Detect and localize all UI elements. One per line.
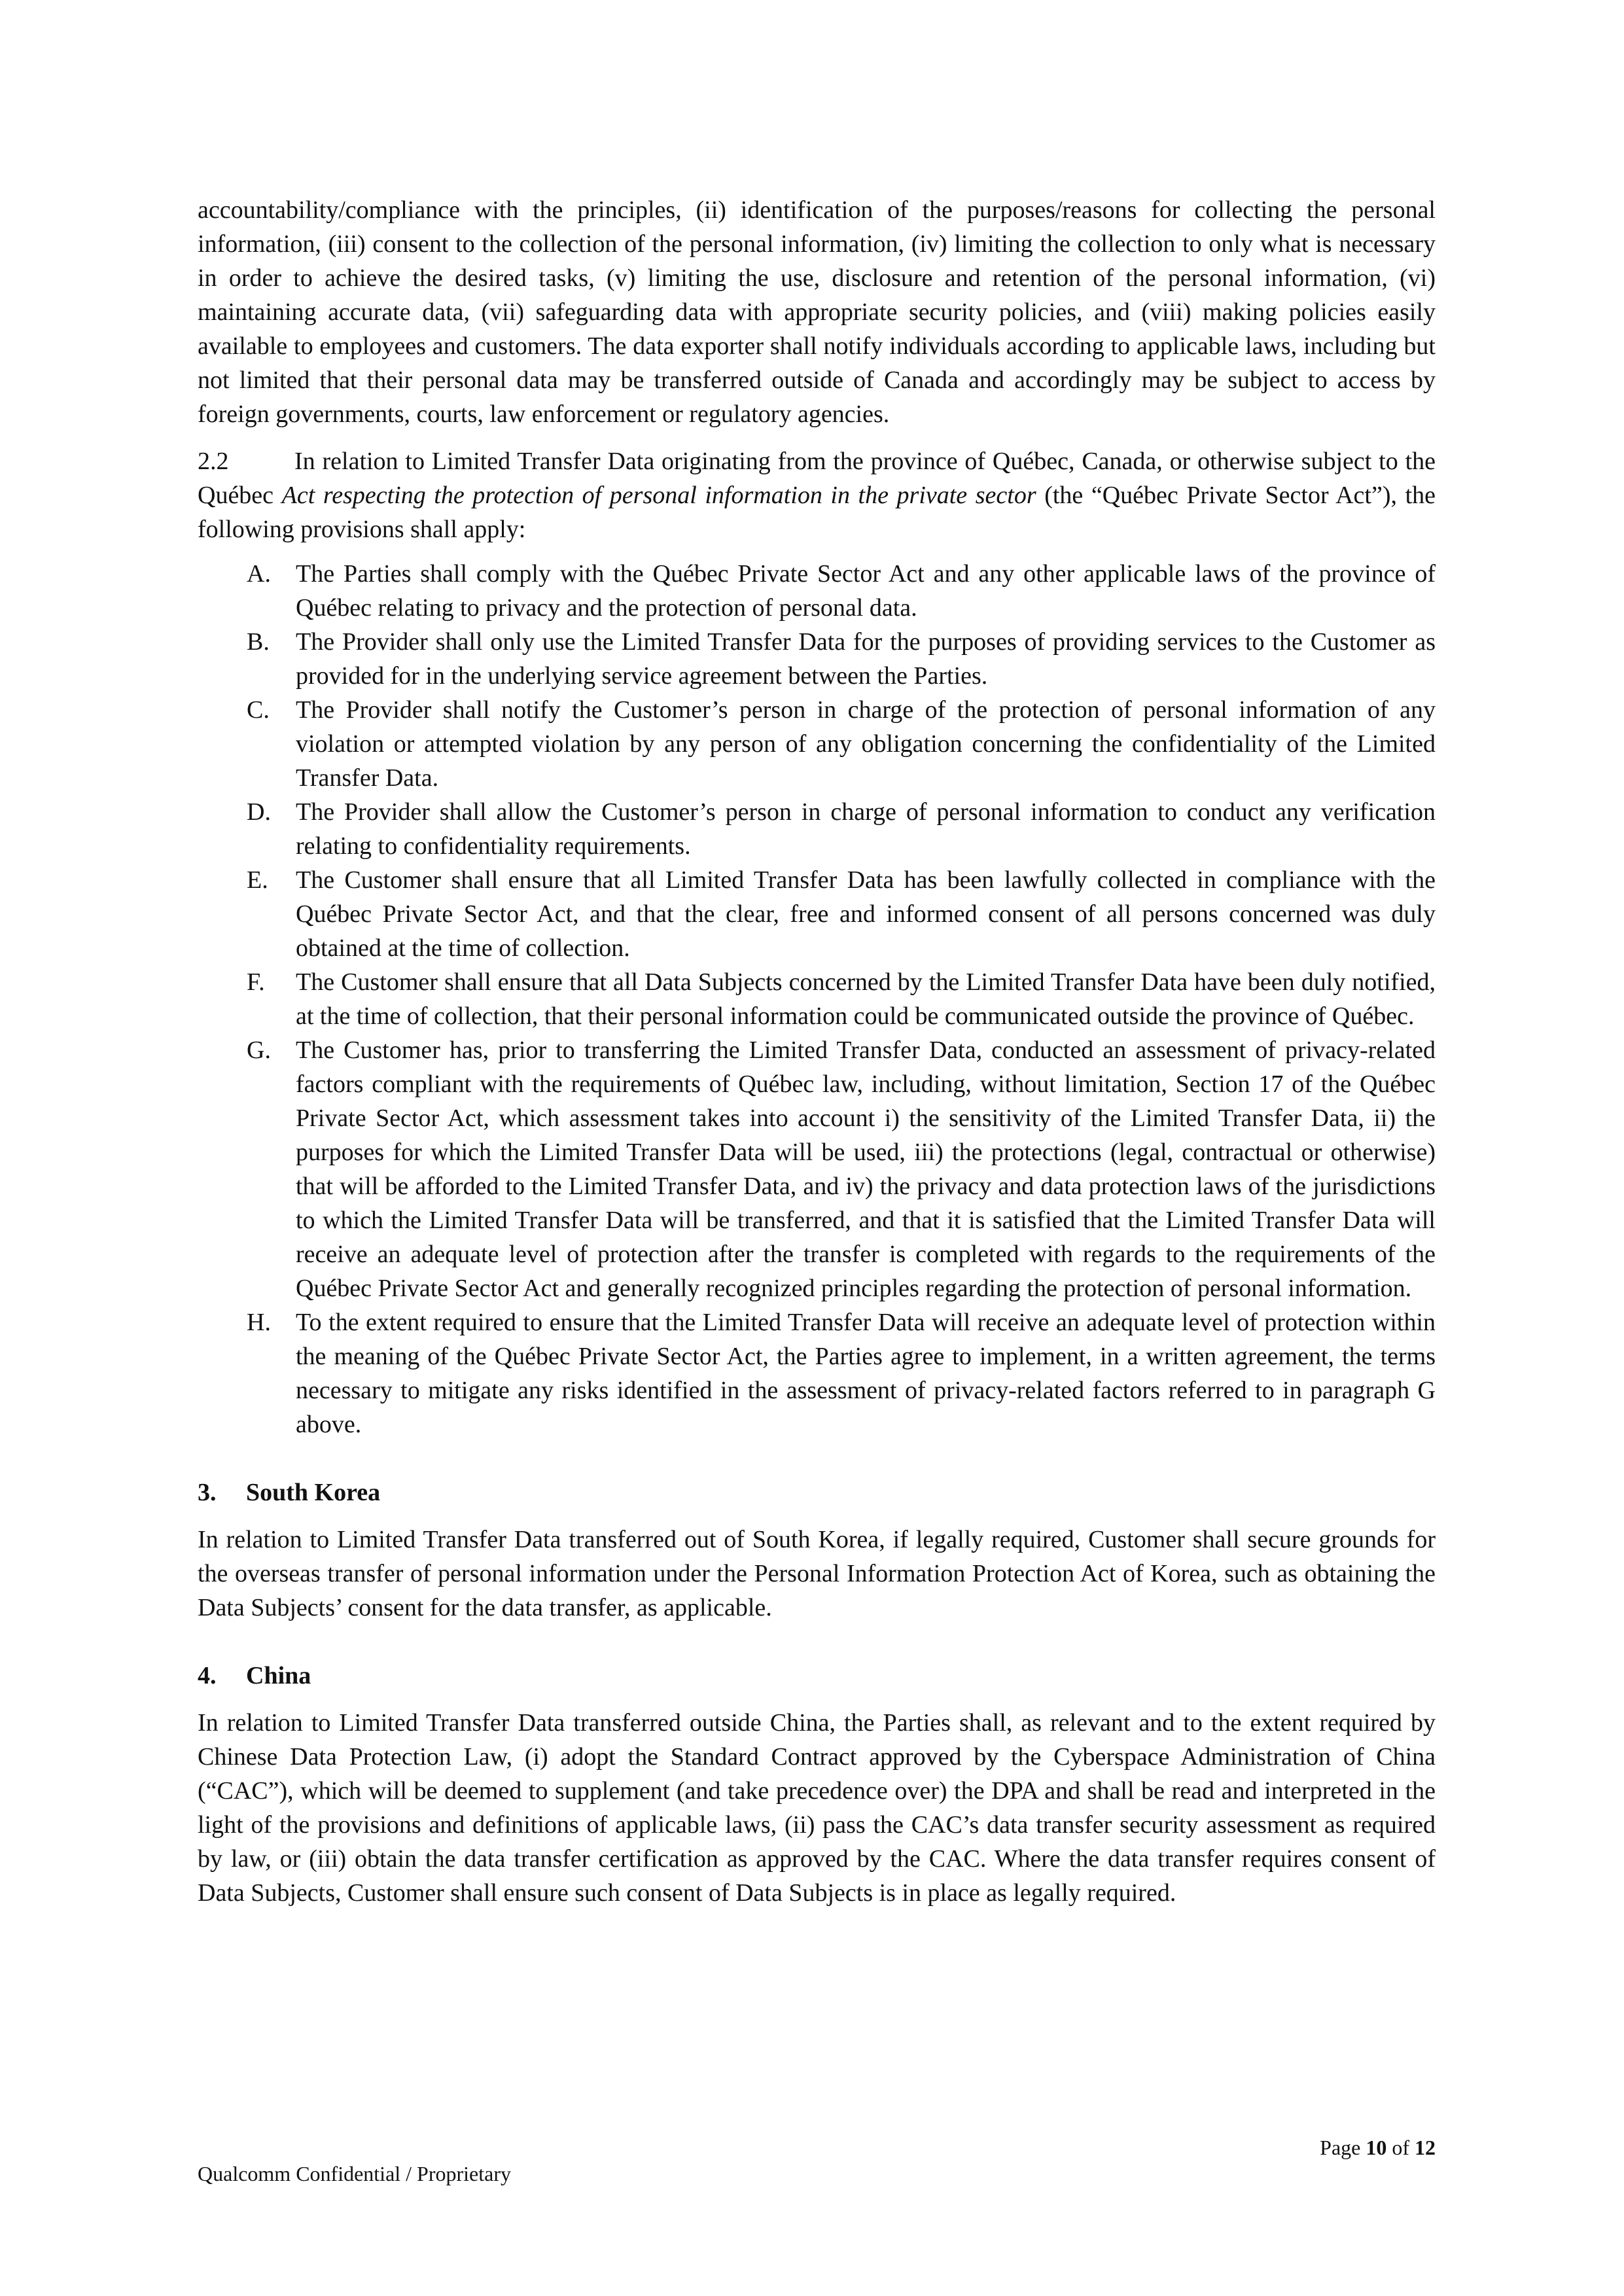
list-item-letter: F. bbox=[247, 968, 265, 996]
list-item bbox=[198, 965, 1436, 1033]
page-number-separator: of bbox=[1386, 2136, 1415, 2159]
list-item bbox=[198, 795, 1436, 863]
list-item bbox=[198, 863, 1436, 965]
section-2-2-paragraph bbox=[198, 444, 1436, 546]
list-item-text: The Customer shall ensure that all Data Subjects concerned by the Limited Transfer Data have been duly notified, at the time of collection, that their personal information could be communicated outside the province of Québec. bbox=[296, 968, 1436, 1030]
section-2-2-number: 2.2 bbox=[198, 448, 229, 475]
section-3-number: 3. bbox=[198, 1479, 217, 1506]
section-3-body: In relation to Limited Transfer Data transferred out of South Korea, if legally required, Customer shall secure grounds for the overseas transfer of personal information under the Personal Information Protection Act of Korea, such as obtaining the Data Subjects’ consent for the data transfer, as applicable. bbox=[198, 1526, 1436, 1621]
list-item-letter: A. bbox=[247, 560, 271, 588]
list-item-text: To the extent required to ensure that the Limited Transfer Data will receive an adequate level of protection within the meaning of the Québec Private Sector Act, the Parties agree to implement, in a written agreement, the terms necessary to mitigate any risks identified in the assessment of privacy-related factors referred to in paragraph G above. bbox=[296, 1309, 1436, 1438]
list-item-text: The Parties shall comply with the Québec Private Sector Act and any other applicable laws of the province of Québec relating to privacy and the protection of personal data. bbox=[296, 560, 1436, 622]
section-3-title: South Korea bbox=[246, 1479, 381, 1506]
quebec-provisions-list bbox=[198, 557, 1436, 1441]
list-item-text: The Provider shall notify the Customer’s person in charge of the protection of personal information of any violation or attempted violation by any person of any obligation concerning the confidentiality of the Limited Transfer Data. bbox=[296, 696, 1436, 792]
list-item bbox=[198, 625, 1436, 693]
section-3-heading bbox=[198, 1475, 1436, 1510]
page-number-total: 12 bbox=[1415, 2136, 1436, 2159]
section-2-2-text-before: In relation to Limited Transfer Data originating from the province of Québec, Canada, or otherwise subject to the Québec bbox=[198, 448, 1436, 509]
page-number-prefix: Page bbox=[1320, 2136, 1366, 2159]
list-item-text: The Customer shall ensure that all Limited Transfer Data has been lawfully collected in compliance with the Québec Private Sector Act, and that the clear, free and informed consent of all persons concerned was duly obtained at the time of collection. bbox=[296, 866, 1436, 962]
list-item bbox=[198, 1033, 1436, 1305]
page-content bbox=[198, 193, 1436, 1910]
page-number bbox=[1282, 2134, 1436, 2161]
continuation-paragraph: accountability/compliance with the principles, (ii) identification of the purposes/reasons for collecting the personal information, (iii) consent to the collection of the personal information, (iv) limiting the collection to only what is necessary in order to achieve the desired tasks, (v) limiting the use, disclosure and retention of the personal information, (vi) maintaining accurate data, (vii) safeguarding data with appropriate security policies, and (viii) making policies easily available to employees and customers. The data exporter shall notify individuals according to applicable laws, including but not limited that their personal data may be transferred outside of Canada and accordingly may be subject to access by foreign governments, courts, law enforcement or regulatory agencies. bbox=[198, 196, 1436, 428]
list-item-letter: D. bbox=[247, 798, 271, 826]
list-item bbox=[198, 557, 1436, 625]
list-item-letter: E. bbox=[247, 866, 268, 894]
page-number-current: 10 bbox=[1366, 2136, 1387, 2159]
list-item-text: The Customer has, prior to transferring the Limited Transfer Data, conducted an assessment of privacy-related factors compliant with the requirements of Québec law, including, without limitation, Section 17 of the Québec Private Sector Act, which assessment takes into account i) the sensitivity of the Limited Transfer Data, ii) the purposes for which the Limited Transfer Data will be used, iii) the protections (legal, contractual or otherwise) that will be afforded to the Limited Transfer Data, and iv) the privacy and data protection laws of the jurisdictions to which the Limited Transfer Data will be transferred, and that it is satisfied that the Limited Transfer Data will receive an adequate level of protection after the transfer is completed with regards to the requirements of the Québec Private Sector Act and generally recognized principles regarding the protection of personal information. bbox=[296, 1036, 1436, 1302]
list-item-letter: B. bbox=[247, 628, 270, 656]
section-4-number: 4. bbox=[198, 1662, 217, 1689]
list-item-text: The Provider shall only use the Limited Transfer Data for the purposes of providing services to the Customer as provided for in the underlying service agreement between the Parties. bbox=[296, 628, 1436, 690]
section-4-heading bbox=[198, 1659, 1436, 1693]
list-item-letter: G. bbox=[247, 1036, 271, 1064]
list-item bbox=[198, 1305, 1436, 1441]
list-item bbox=[198, 693, 1436, 795]
confidentiality-footer: Qualcomm Confidential / Proprietary bbox=[198, 2162, 511, 2185]
section-2-2-act-title: Act respecting the protection of personal information in the private sector bbox=[281, 482, 1036, 509]
section-4-body: In relation to Limited Transfer Data transferred outside China, the Parties shall, as relevant and to the extent required by Chinese Data Protection Law, (i) adopt the Standard Contract approved by the Cyberspace Administration of China (“CAC”), which will be deemed to supplement (and take precedence over) the DPA and shall be read and interpreted in the light of the provisions and definitions of applicable laws, (ii) pass the CAC’s data transfer security assessment as required by law, or (iii) obtain the data transfer certification as approved by the CAC. Where the data transfer requires consent of Data Subjects, Customer shall ensure such consent of Data Subjects is in place as legally required. bbox=[198, 1709, 1436, 1907]
list-item-letter: H. bbox=[247, 1309, 271, 1336]
section-2-2-text-after: (the “Québec Private Sector Act”), the following provisions shall apply: bbox=[198, 482, 1436, 543]
list-item-letter: C. bbox=[247, 696, 270, 724]
section-4-title: China bbox=[246, 1662, 311, 1689]
list-item-text: The Provider shall allow the Customer’s person in charge of personal information to conduct any verification relating to confidentiality requirements. bbox=[296, 798, 1436, 860]
